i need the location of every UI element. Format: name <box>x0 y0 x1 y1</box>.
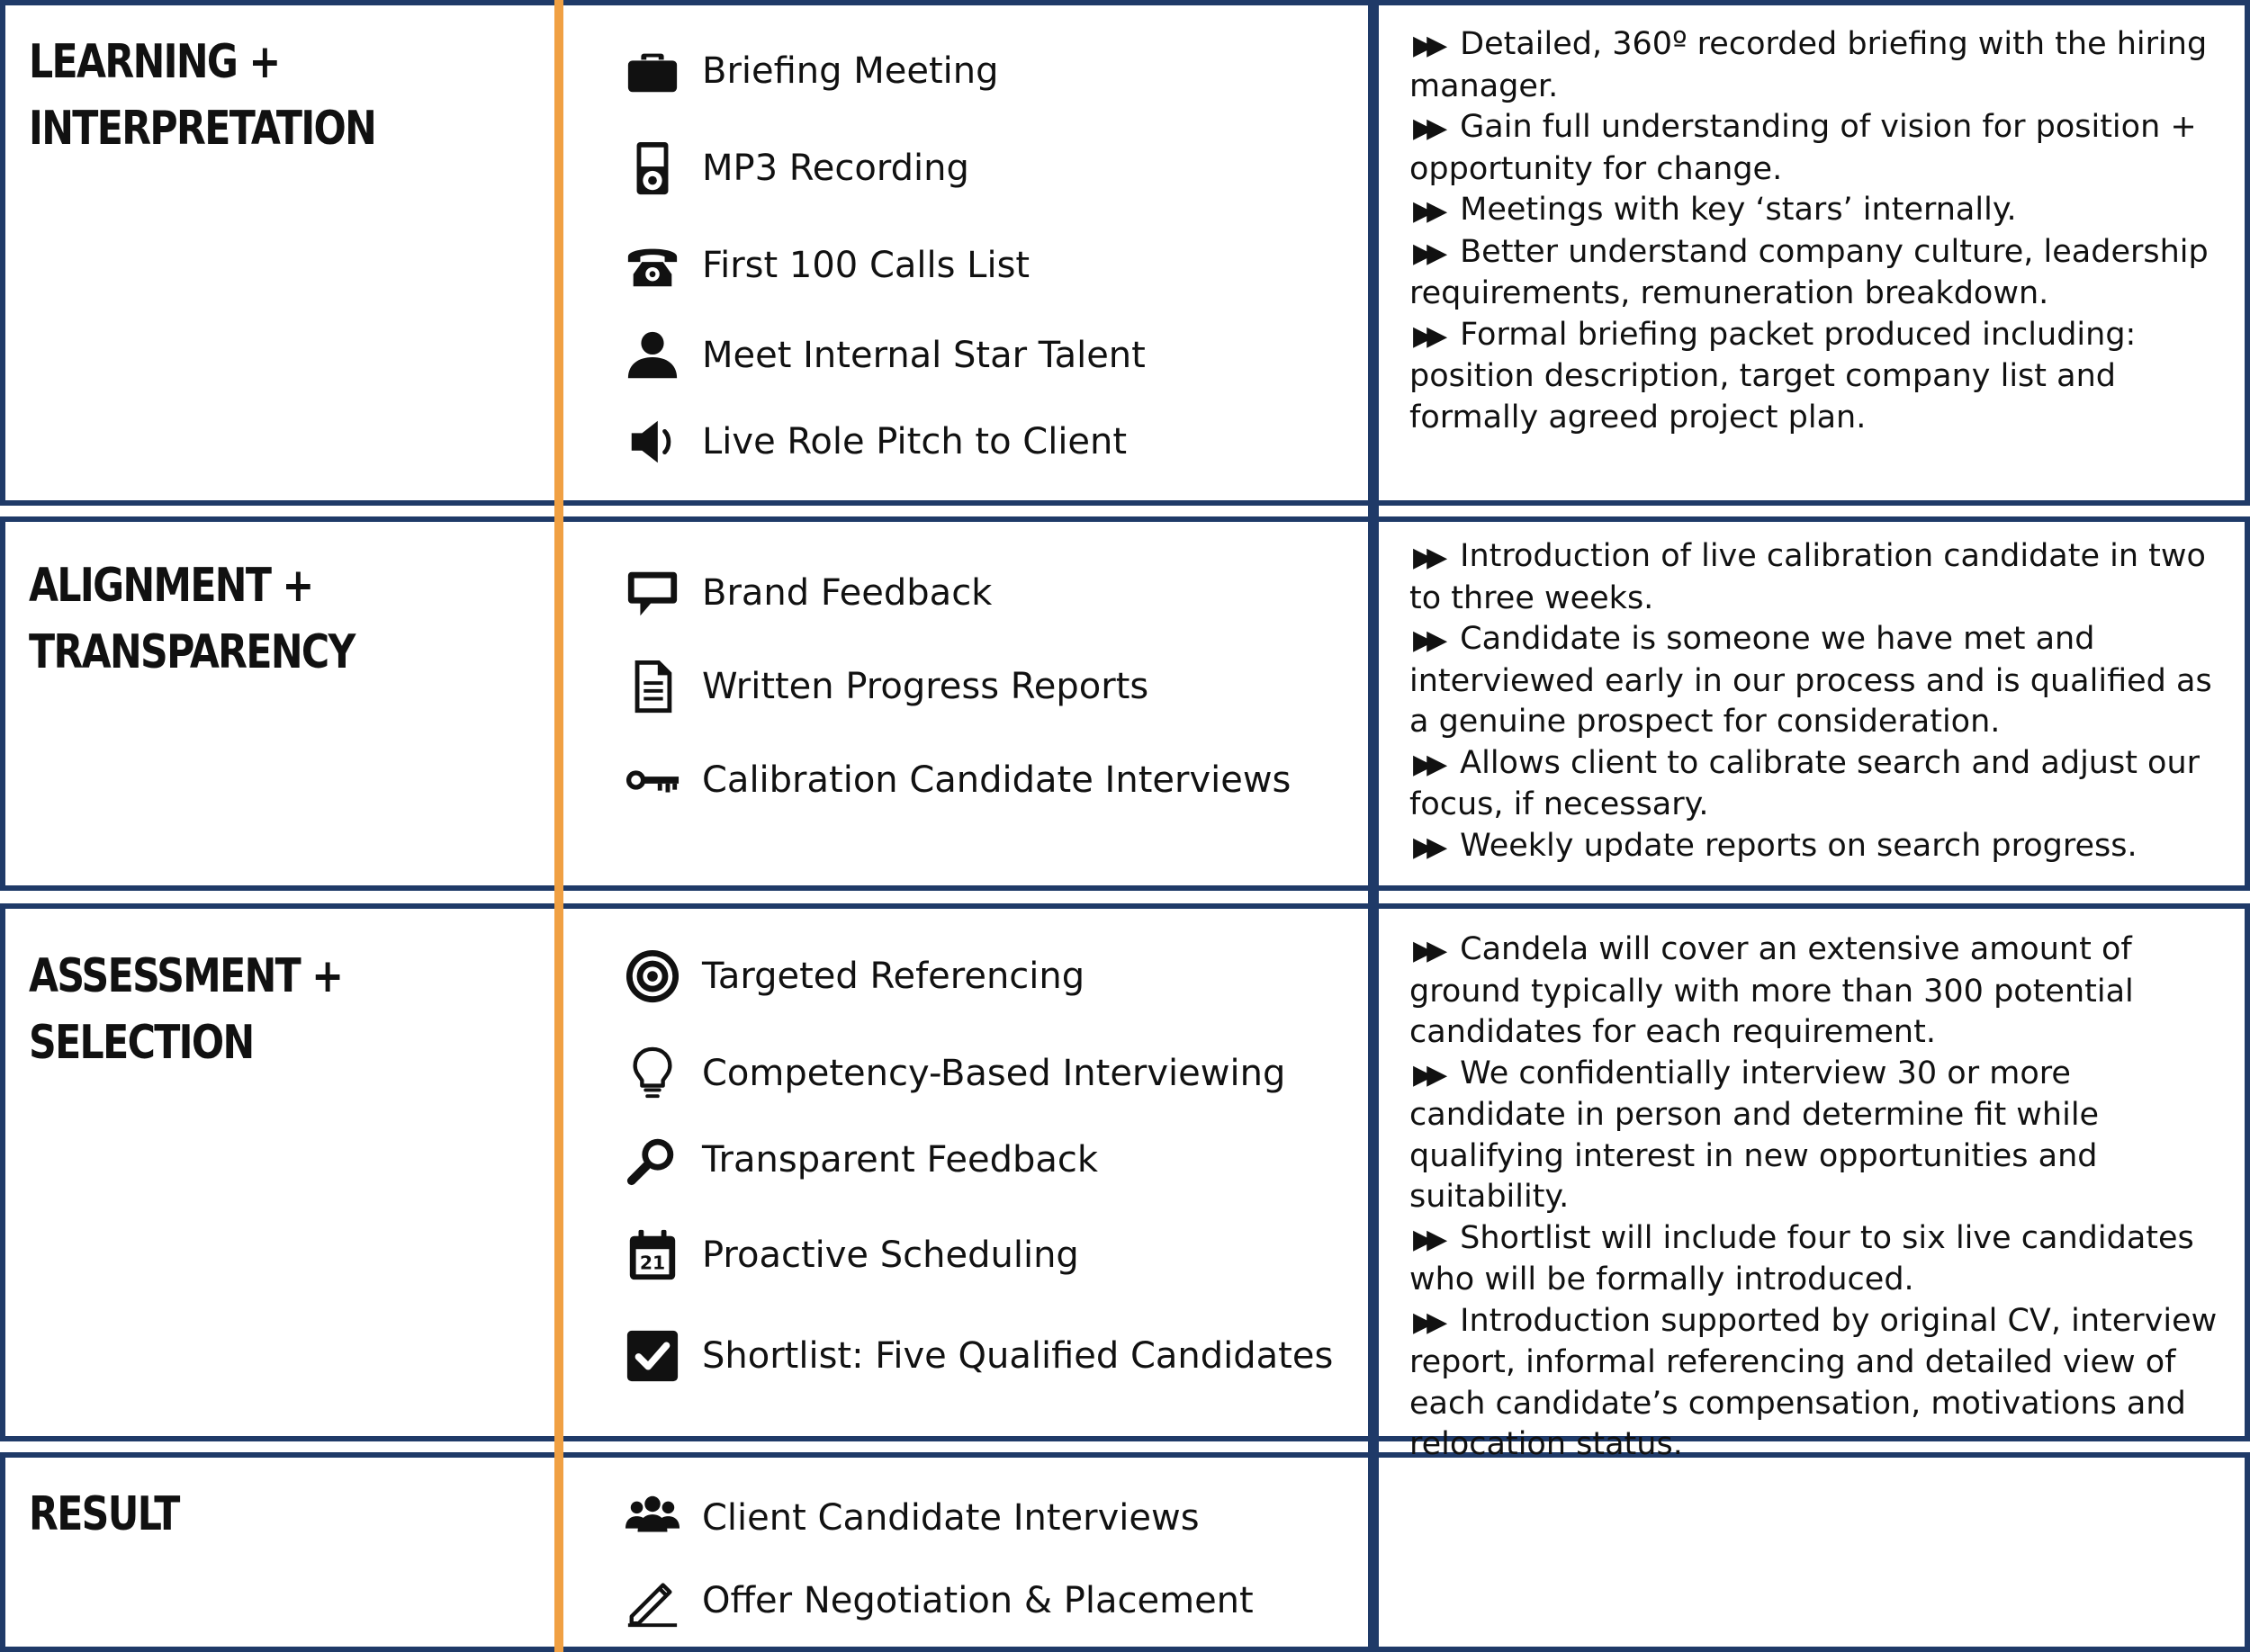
bullet-item: ▶▶ Introduction supported by original CV, interview report, informal referencing and detailed view of each candidate’s compensation, motivations and relocation status. <box>1409 1302 2218 1462</box>
section-title-line: RESULT <box>29 1487 179 1541</box>
step-item <box>623 945 1084 1008</box>
calendar-day-text: 21 <box>639 1252 666 1274</box>
lightbulb-icon <box>623 1044 682 1103</box>
step-item <box>623 410 1127 473</box>
step-item <box>623 234 1030 297</box>
double-arrow-icon: ▶▶ <box>1413 30 1441 61</box>
double-arrow-icon: ▶▶ <box>1413 1223 1441 1255</box>
double-arrow-icon: ▶▶ <box>1413 935 1441 966</box>
step-item <box>623 561 992 624</box>
step-label: Transparent Feedback <box>702 1139 1099 1181</box>
bullet-item: ▶▶ Introduction of live calibration candidate in two to three weeks. <box>1409 538 2206 616</box>
step-label: Competency-Based Interviewing <box>702 1053 1286 1094</box>
step-item <box>623 1569 1254 1632</box>
bullet-item: ▶▶ Gain full understanding of vision for position + opportunity for change. <box>1409 109 2197 187</box>
step-label: Briefing Meeting <box>702 50 999 92</box>
briefcase-icon <box>623 41 682 101</box>
bullet-item: ▶▶ Candela will cover an extensive amount of ground typically with more than 300 potential candidates for each requirement. <box>1409 931 2134 1050</box>
step-item <box>623 137 969 200</box>
double-arrow-icon: ▶▶ <box>1413 195 1441 227</box>
person-icon <box>623 326 682 385</box>
speech-bubble-icon <box>623 563 682 623</box>
step-label: Shortlist: Five Qualified Candidates <box>702 1335 1334 1377</box>
step-item <box>623 1224 1079 1287</box>
magnifier-icon <box>623 1130 682 1190</box>
step-label: Targeted Referencing <box>702 956 1085 997</box>
step-item <box>623 1486 1200 1549</box>
bullet-item: ▶▶ Meetings with key ‘stars’ internally. <box>1413 192 2017 228</box>
key-icon <box>623 750 682 810</box>
bullet-item: ▶▶ Better understand company culture, leadership requirements, remuneration breakdown. <box>1409 233 2209 311</box>
step-label: Calibration Candidate Interviews <box>702 759 1292 801</box>
step-label: Live Role Pitch to Client <box>702 421 1128 462</box>
step-item <box>623 1128 1098 1191</box>
double-arrow-icon: ▶▶ <box>1413 319 1441 352</box>
step-item <box>623 655 1148 718</box>
checkbox-icon <box>623 1326 682 1386</box>
double-arrow-icon: ▶▶ <box>1413 112 1441 144</box>
double-arrow-icon: ▶▶ <box>1413 1306 1441 1338</box>
double-arrow-icon: ▶▶ <box>1413 624 1441 656</box>
double-arrow-icon: ▶▶ <box>1413 1058 1441 1091</box>
step-label: Proactive Scheduling <box>702 1235 1079 1276</box>
bullet-item: ▶▶ Detailed, 360º recorded briefing with the hiring manager. <box>1409 26 2208 104</box>
step-item <box>623 324 1146 387</box>
section-title <box>29 943 342 1076</box>
step-item <box>623 749 1291 812</box>
bullet-item: ▶▶ We confidentially interview 30 or more candidate in person and determine fit while qualifying interest in new opportunities and suitability. <box>1409 1055 2100 1215</box>
section-title-line: LEARNING + <box>29 35 280 89</box>
step-label: Brand Feedback <box>702 572 993 614</box>
section-title-line: ALIGNMENT + <box>29 559 313 613</box>
step-item <box>623 1042 1285 1105</box>
mp3-player-icon <box>623 139 682 198</box>
step-item <box>623 1324 1333 1387</box>
step-label: MP3 Recording <box>702 148 969 189</box>
double-arrow-icon: ▶▶ <box>1413 748 1441 780</box>
section-title-line: TRANSPARENCY <box>29 625 355 679</box>
bullet-item: ▶▶ Shortlist will include four to six live candidates who will be formally introduced. <box>1409 1219 2194 1297</box>
step-item <box>623 40 999 103</box>
document-icon <box>623 657 682 716</box>
section-title <box>29 1481 179 1548</box>
section-title <box>29 552 355 686</box>
double-arrow-icon: ▶▶ <box>1413 237 1441 269</box>
orange-divider-line <box>554 0 563 1652</box>
double-arrow-icon: ▶▶ <box>1413 542 1441 573</box>
calendar-icon <box>623 1226 682 1285</box>
step-label: Client Candidate Interviews <box>702 1497 1200 1539</box>
step-label: First 100 Calls List <box>702 245 1030 286</box>
section-description <box>1409 24 2228 438</box>
section-title <box>29 29 375 162</box>
double-arrow-icon: ▶▶ <box>1413 830 1441 863</box>
section-description <box>1409 536 2228 867</box>
section-description <box>1409 929 2228 1466</box>
speaker-icon <box>623 412 682 471</box>
bullet-item: ▶▶ Candidate is someone we have met and interviewed early in our process and is qualified as a genuine prospect for consideration. <box>1409 621 2212 740</box>
section-title-line: ASSESSMENT + <box>29 949 343 1003</box>
group-icon <box>623 1488 682 1548</box>
bullet-item: ▶▶ Weekly update reports on search progress. <box>1413 827 2138 864</box>
step-label: Meet Internal Star Talent <box>702 335 1146 376</box>
telephone-icon <box>623 236 682 295</box>
step-label: Offer Negotiation & Placement <box>702 1580 1254 1621</box>
bullet-item: ▶▶ Allows client to calibrate search and adjust our focus, if necessary. <box>1409 744 2200 822</box>
bullet-item: ▶▶ Formal briefing packet produced including: position description, target company list and formally agreed project plan. <box>1409 316 2137 435</box>
section-title-line: SELECTION <box>29 1016 254 1070</box>
step-label: Written Progress Reports <box>702 666 1149 707</box>
section-title-line: INTERPRETATION <box>29 102 376 156</box>
target-icon <box>623 947 682 1006</box>
pencil-icon <box>623 1571 682 1630</box>
column-divider <box>1373 0 1379 1652</box>
